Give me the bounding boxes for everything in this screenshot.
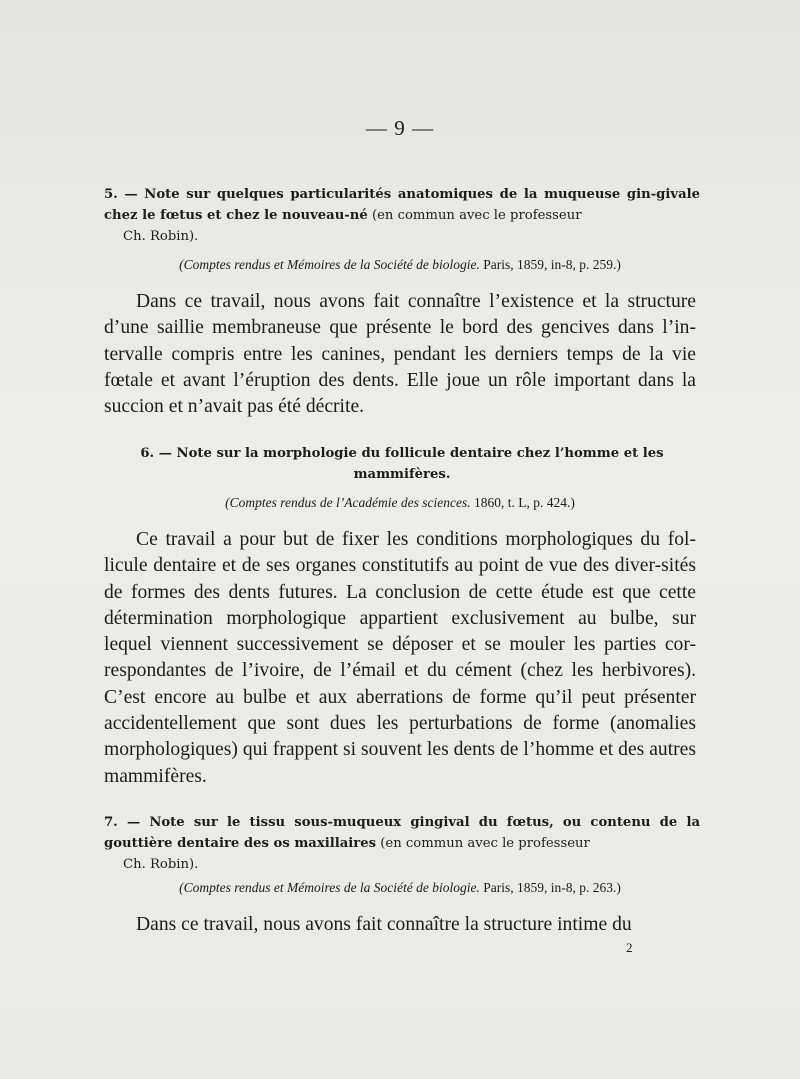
entry-6-number: 6. — (140, 446, 172, 461)
entry-5-citation (0, 256, 800, 274)
entry-5-paragraph: Dans ce travail, nous avons fait connaître l’existence et la structure d’une saillie membraneuse que présente le bord des gencives dans l’in-tervalle compris entre les canines, pendant les derniers temps de la vie fœtale et avant l’éruption des dents. Elle joue un rôle important dans la succion et n’avait pas été décrite. (104, 291, 696, 418)
entry-6-citation-source: (Comptes rendus de l’Académie des sciences. (225, 495, 471, 510)
entry-5-coauthor-name: Ch. Robin). (123, 229, 199, 244)
entry-7-number: 7. — (104, 815, 141, 830)
entry-7-citation (0, 879, 800, 897)
entry-7-coauthor-name: Ch. Robin). (123, 857, 199, 872)
entry-6-paragraph: Ce travail a pour but de fixer les conditions morphologiques du fol-licule dentaire et de ses organes constitutifs au point de vue des diver-sités de formes des dents futures. La conclusion de cette étude est que cette détermination morphologique appartient exclusivement au bulbe, sur lequel viennent successivement se déposer et se mouler les parties cor-respondantes de l’ivoire, de l’émail et du cément (chez les herbivores). C’est encore au bulbe et aux aberrations de forme qu’il peut présenter accidentellement que sont dues les perturbations de forme (anomalies morphologiques) qui frappent si souvent les dents de l’homme et des autres mammifères. (104, 529, 696, 787)
entry-5-coauthor: (en commun avec le professeur (371, 208, 582, 223)
entry-7-title: Note sur le tissu sous-muqueux gingival du fœtus, ou contenu de la gouttière dentaire des os maxillaires (104, 815, 701, 851)
entry-5-heading (104, 184, 700, 247)
entry-5-citation-source: (Comptes rendus et Mémoires de la Société de biologie. (179, 257, 480, 272)
entry-7-citation-details: Paris, 1859, in-8, p. 263.) (483, 880, 621, 895)
entry-7-coauthor: (en commun avec le professeur (380, 836, 590, 851)
entry-7-citation-source: (Comptes rendus et Mémoires de la Société de biologie. (179, 880, 480, 895)
entry-7-heading (104, 812, 700, 875)
page-number: — 9 — (366, 116, 434, 140)
entry-6-title: Note sur la morphologie du follicule dentaire chez l’homme et les (176, 446, 664, 461)
entry-5-citation-details: Paris, 1859, in-8, p. 259.) (483, 257, 621, 272)
entry-6-citation-details: 1860, t. L, p. 424.) (473, 495, 575, 510)
entry-5-number: 5. — (104, 187, 138, 202)
entry-7-paragraph: Dans ce travail, nous avons fait connaître la structure intime du (136, 914, 632, 935)
signature-mark: 2 (626, 940, 633, 955)
entry-5-title: Note sur quelques particularités anatomiques de la muqueuse gin-givale chez le fœtus et chez le nouveau-né (104, 187, 701, 223)
entry-6-citation (0, 494, 800, 512)
entry-6-title-end: mammifères. (353, 467, 451, 482)
entry-6-heading (104, 443, 700, 485)
